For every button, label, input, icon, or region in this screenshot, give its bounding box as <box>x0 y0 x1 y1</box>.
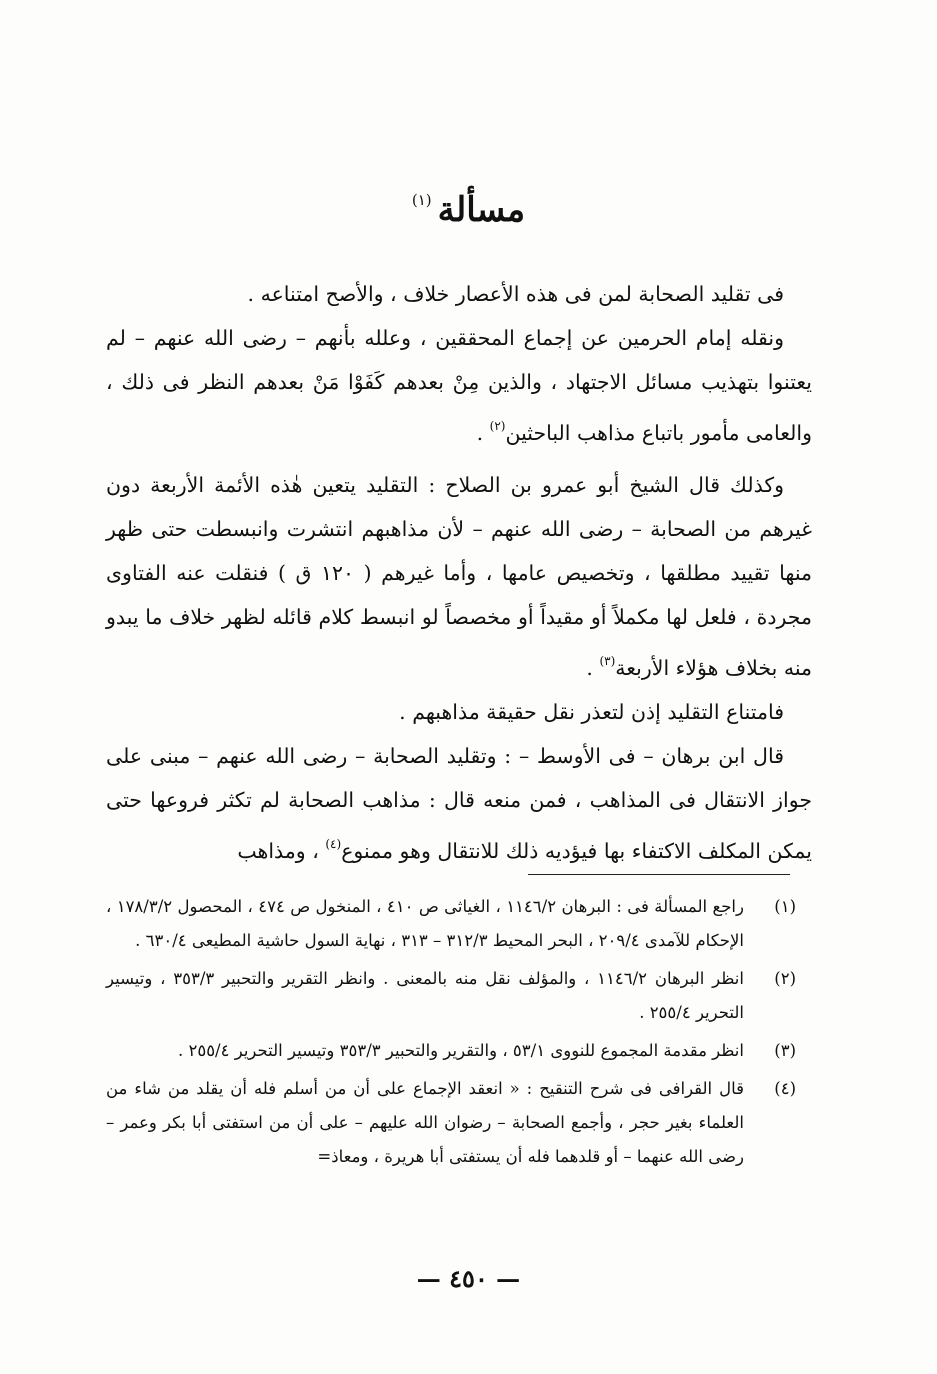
footnote-4 <box>106 1072 796 1174</box>
footnote-ref-3: (٣) <box>599 654 616 668</box>
paragraph-3 <box>106 463 812 690</box>
footnote-text: انظر مقدمة المجموع للنووى ٥٣/١ ، والتقرير والتحبير ٣٥٣/٣ وتيسير التحرير ٢٥٥/٤ . <box>177 1041 744 1060</box>
footnote-ref-2: (٢) <box>489 419 506 433</box>
footnote-3 <box>106 1034 796 1068</box>
footnote-number: (٤) <box>774 1079 796 1098</box>
footnote-text: قال القرافى فى شرح التنقيح : « انعقد الإجماع على أن من أسلم فله أن يقلد من شاء من العلماء بغير حجر ، وأجمع الصحابة – رضوان الله عليهم – على أن من استفتى أبا بكر وعمر – رضى الله عنهما – أو قلدهما فله أن يستفتى أبا هريرة ، ومعاذ= <box>106 1079 744 1166</box>
footnote-1 <box>106 890 796 958</box>
paragraph-2 <box>106 316 812 455</box>
footnote-2 <box>106 962 796 1030</box>
paragraph-3-text: وكذلك قال الشيخ أبو عمرو بن الصلاح : التقليد يتعين هٰذه الأئمة الأربعة دون غيرهم من الصحابة – رضى الله عنهم – لأن مذاهبهم انتشرت وانبسطت حتى ظهر منها تقييد مطلقها ، وتخصيص عامها ، وأما غيرهم ( ١٢٠ ق ) فنقلت عنه الفتاوى مجردة ، فلعل لها مكملاً أو مقيداً أو مخصصاً لو انبسط كلام قائله لظهر خلاف ما يبدو منه بخلاف هؤلاء الأربعة <box>106 473 812 680</box>
footnote-number: (٢) <box>774 969 796 988</box>
footnote-separator <box>528 874 790 875</box>
paragraph-5-continuation: ، ومذاهب <box>237 839 319 863</box>
heading-footnote-ref: (١) <box>411 191 432 209</box>
paragraph-2-text: ونقله إمام الحرمين عن إجماع المحققين ، وعلله بأنهم – رضى الله عنهم – لم يعتنوا بتهذيب مسائل الاجتهاد ، والذين مِنْ بعدهم كَفَوْا مَنْ بعدهم النظر فى ذلك ، والعامى مأمور باتباع مذاهب الباحثين <box>106 326 812 445</box>
main-text <box>106 272 812 873</box>
paragraph-5-text: قال ابن برهان – فى الأوسط – : وتقليد الصحابة – رضى الله عنهم – مبنى على جواز الانتقال فى المذاهب ، فمن منعه قال : مذاهب الصحابة لم تكثر فروعها حتى يمكن المكلف الاكتفاء بها فيؤديه ذلك للانتقال وهو ممنوع <box>106 744 812 863</box>
paragraph-4: فامتناع التقليد إذن لتعذر نقل حقيقة مذاهبهم . <box>399 700 784 724</box>
footnote-number: (١) <box>774 897 796 916</box>
paragraph-2-end: . <box>476 421 490 445</box>
section-heading <box>0 178 937 232</box>
footnote-ref-4: (٤) <box>325 837 342 851</box>
footnote-number: (٣) <box>774 1041 796 1060</box>
footnote-text: راجع المسألة فى : البرهان ١١٤٦/٢ ، الغياثى ص ٤١٠ ، المنخول ص ٤٧٤ ، المحصول ١٧٨/٣/٢ ، الإحكام للآمدى ٢٠٩/٤ ، البحر المحيط ٣١٢/٣ – ٣١٣ ، نهاية السول حاشية المطيعى ٦٣٠/٤ . <box>106 897 744 950</box>
paragraph-5 <box>106 734 812 873</box>
footnote-text: انظر البرهان ١١٤٦/٢ ، والمؤلف نقل منه بالمعنى . وانظر التقرير والتحبير ٣٥٣/٣ ، وتيسير التحرير ٢٥٥/٤ . <box>106 969 744 1022</box>
paragraph-3-end: . <box>586 656 600 680</box>
footnotes <box>106 890 796 1178</box>
heading-title: مسألة <box>437 190 526 230</box>
paragraph-1: فى تقليد الصحابة لمن فى هذه الأعصار خلاف ، والأصح امتناعه . <box>247 282 784 306</box>
page-number: — ٤٥٠ — <box>416 1264 521 1293</box>
